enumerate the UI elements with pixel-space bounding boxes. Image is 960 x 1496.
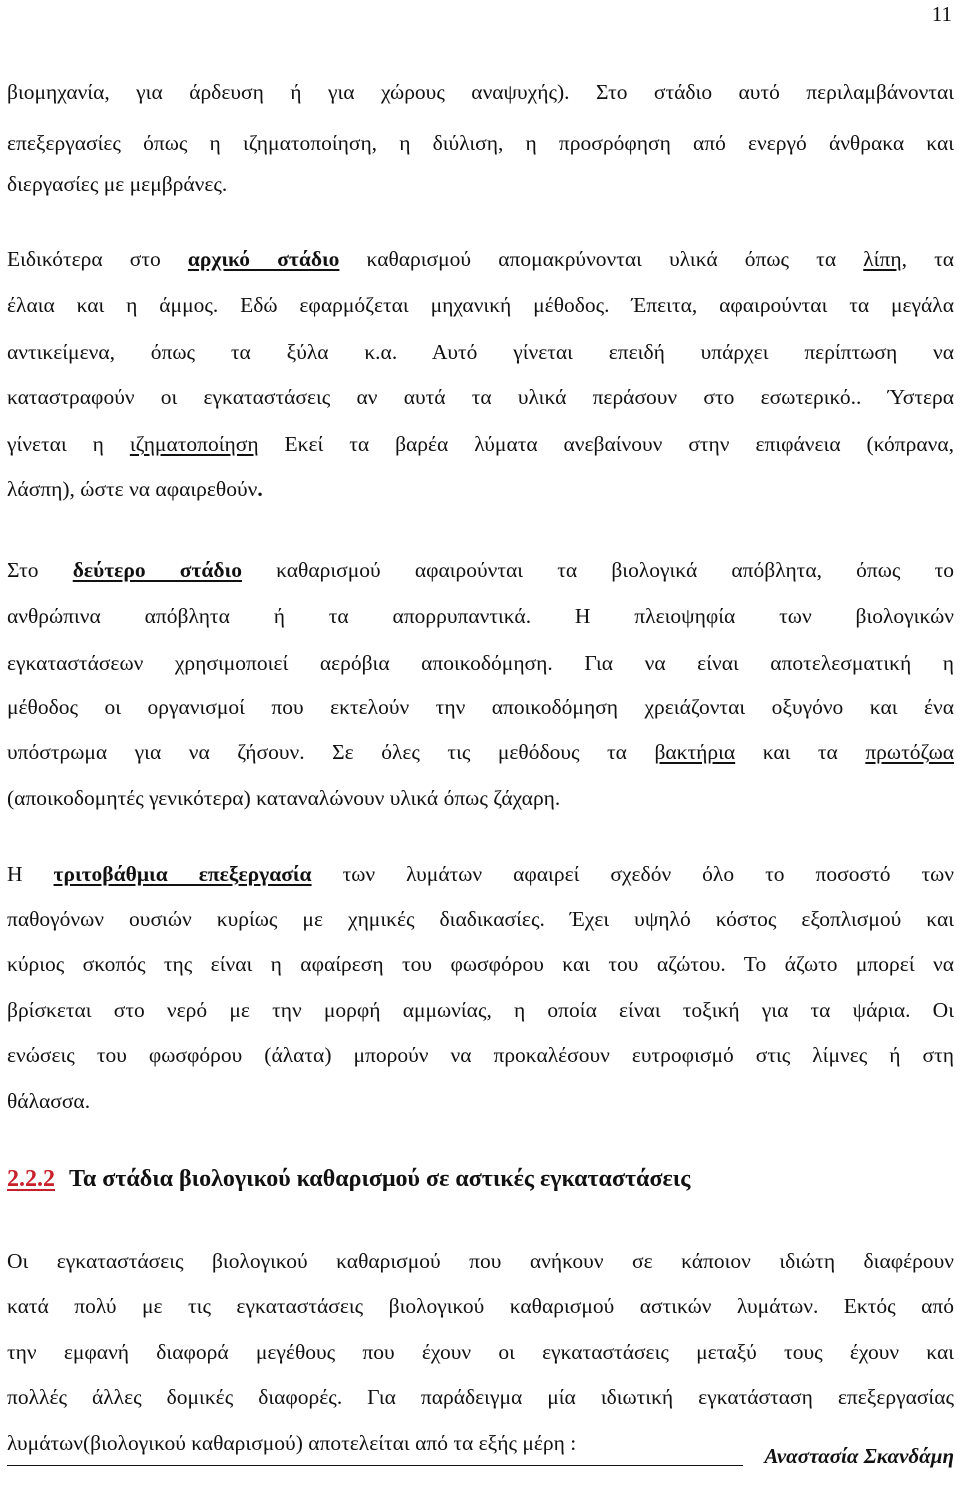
text-line: βρίσκεται στο νερό με την μορφή αμμωνίας, η οποία είναι τοξική για τα ψάρια. Οι [7,998,954,1022]
text-line: κατά πολύ με τις εγκαταστάσεις βιολογικού καθαρισμού αστικών λυμάτων. Εκτός από [7,1294,954,1318]
text-line: αντικείμενα, όπως τα ξύλα κ.α. Αυτό γίνεται επειδή υπάρχει περίπτωση να [7,340,954,364]
text-line: θάλασσα. [7,1089,91,1113]
text-line: την εμφανή διαφορά μεγέθους που έχουν οι εγκαταστάσεις μεταξύ τους έχουν και [7,1340,954,1364]
section-number: 2.2.2 [7,1166,55,1192]
text-line: διεργασίες με μεμβράνες. [7,172,228,196]
text-line: έλαια και η άμμος. Εδώ εφαρμόζεται μηχανική μέθοδος. Έπειτα, αφαιρούνται τα μεγάλα [7,293,954,317]
text-line: μέθοδος οι οργανισμοί που εκτελούν την αποικοδόμηση χρειάζονται οξυγόνο και ένα [7,695,954,719]
text-span: Εκεί τα βαρέα λύματα ανεβαίνουν στην επιφάνεια (κόπρανα, [258,432,954,456]
link-vaktiria[interactable]: βακτήρια [654,740,736,764]
section-heading [7,1166,690,1193]
text-span: , τα [901,247,954,271]
text-span: καθαρισμού αφαιρούνται τα βιολογικά απόβλητα, όπως το [241,558,955,582]
text-span: υπόστρωμα για να ζήσουν. Σε όλες τις μεθόδους τα [7,740,655,764]
text-span: Η [7,862,54,886]
text-line [7,476,954,502]
section-title: Τα στάδια βιολογικού καθαρισμού σε αστικές εγκαταστάσεις [69,1166,691,1192]
link-lipi[interactable]: λίπη [863,247,902,271]
text-line: εγκαταστάσεων χρησιμοποιεί αερόβια αποικοδόμηση. Για να είναι αποτελεσματική η [7,651,954,675]
text-span: καθαρισμού απομακρύνονται υλικά όπως τα [339,247,864,271]
text-line [7,861,954,887]
text-line: παθογόνων ουσιών κυρίως με χημικές διαδικασίες. Έχει υψηλό κόστος εξοπλισμού και [7,907,954,931]
text-line: ανθρώπινα απόβλητα ή τα απορρυπαντικά. Η πλειοψηφία των βιολογικών [7,604,954,628]
footer-author: Αναστασία Σκανδάμη [764,1444,954,1468]
page-number: 11 [931,2,952,26]
text-span: και τα [735,740,866,764]
text-line: κύριος σκοπός της είναι η αφαίρεση του φωσφόρου και του αζώτου. Το άζωτο μπορεί να [7,952,954,976]
text-line: (αποικοδομητές γενικότερα) καταναλώνουν υλικά όπως ζάχαρη. [7,786,561,810]
text-line: λυμάτων(βιολογικού καθαρισμού) αποτελείται από τα εξής μέρη : [7,1431,577,1455]
footer-rule [7,1465,743,1466]
text-line: ενώσεις του φωσφόρου (άλατα) μπορούν να προκαλέσουν ευτροφισμό στις λίμνες ή στη [7,1043,954,1067]
text-line: πολλές άλλες δομικές διαφορές. Για παράδειγμα μία ιδιωτική εγκατάσταση επεξεργασίας [7,1385,954,1409]
text-span: Στο [7,558,73,582]
link-tritovathmia-epexergasia[interactable]: τριτοβάθμια επεξεργασία [53,862,312,886]
text-line [7,246,954,272]
text-span: Ειδικότερα στο [7,247,188,271]
text-line: βιομηχανία, για άρδευση ή για χώρους αναψυχής). Στο στάδιο αυτό περιλαμβάνονται [7,80,954,104]
text-line [7,431,954,457]
text-span: λάσπη), ώστε να αφαιρεθούν [7,477,258,501]
link-deftero-stadio[interactable]: δεύτερο στάδιο [72,558,242,582]
text-line: επεξεργασίες όπως η ιζηματοποίηση, η διύλιση, η προσρόφηση από ενεργό άνθρακα και [7,131,954,155]
text-line: Οι εγκαταστάσεις βιολογικού καθαρισμού που ανήκουν σε κάποιον ιδιώτη διαφέρουν [7,1249,954,1273]
text-line [7,739,954,765]
text-line [7,557,954,583]
link-izimatopoiisi[interactable]: ιζηματοποίηση [129,432,259,456]
link-protozoa[interactable]: πρωτόζωα [865,740,954,764]
text-span: . [257,477,263,501]
text-line: καταστραφούν οι εγκαταστάσεις αν αυτά τα υλικά περάσουν στο εσωτερικό.. Ύστερα [7,385,954,409]
link-arxiko-stadio[interactable]: αρχικό στάδιο [187,247,340,271]
text-span: γίνεται η [7,432,130,456]
text-span: των λυμάτων αφαιρεί σχεδόν όλο το ποσοστό των [311,862,954,886]
